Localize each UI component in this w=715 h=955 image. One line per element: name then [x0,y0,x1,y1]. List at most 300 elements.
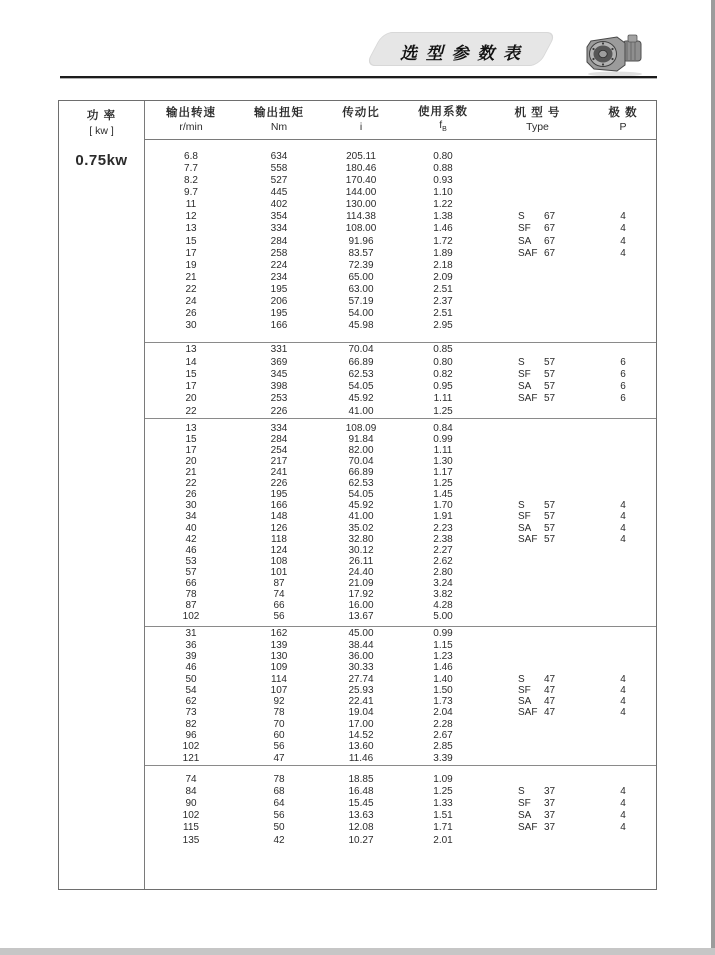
ratio-value: 17.92 [348,589,374,601]
data-block-5 [145,766,656,889]
speed-value: 17 [185,444,197,456]
table-row [145,259,656,271]
ratio-value: 24.40 [348,566,374,578]
ratio-value: 62.53 [348,478,374,490]
service-factor-value: 0.80 [433,150,453,162]
type-prefix: SA [518,235,532,247]
table-row [145,707,656,718]
torque-value: 124 [270,544,288,556]
service-factor-value: 2.85 [433,741,453,753]
torque-value: 226 [270,478,288,490]
type-prefix: SF [518,511,531,523]
ratio-value: 10.27 [348,834,374,846]
torque-value: 445 [270,187,288,199]
torque-value: 226 [270,405,288,417]
poles-value: 4 [620,533,626,545]
service-factor-value: 0.84 [433,422,453,434]
service-factor-value: 1.46 [433,662,453,674]
speed-value: 96 [185,730,197,742]
type-prefix: SAF [518,822,538,834]
service-factor-value: 2.04 [433,707,453,719]
table-row [145,199,656,211]
speed-value: 115 [183,822,199,834]
service-factor-value: 1.40 [433,673,453,685]
service-factor-value: 2.37 [433,295,453,307]
torque-value: 139 [270,639,288,651]
torque-value: 50 [273,822,285,834]
column-header-2 [321,106,401,134]
speed-value: 9.7 [184,187,198,199]
service-factor-value: 1.30 [433,455,453,467]
ratio-value: 16.00 [348,600,374,612]
ratio-value: 66.89 [348,356,374,368]
table-row [145,685,656,696]
torque-value: 284 [270,235,288,247]
speed-value: 66 [185,578,197,590]
torque-value: 78 [273,707,285,719]
table-row [145,719,656,730]
ratio-value: 66.89 [348,467,374,479]
service-factor-value: 0.93 [433,175,453,187]
ratio-value: 45.98 [348,320,374,332]
type-prefix: S [518,211,525,223]
speed-value: 17 [185,247,197,259]
table-row [145,578,656,589]
torque-value: 224 [270,259,288,271]
ratio-value: 41.00 [348,511,374,523]
poles-value: 6 [620,368,626,380]
table-row [145,456,656,467]
table-row [145,247,656,259]
column-header-unit: r/min [179,120,203,133]
table-row [145,434,656,445]
type-prefix: S [518,356,525,368]
speed-value: 74 [185,773,197,785]
data-block-4 [145,627,656,766]
service-factor-value: 1.45 [433,489,453,501]
speed-value: 14 [185,356,197,368]
table-row [145,423,656,434]
table-row [145,405,656,417]
ratio-value: 45.92 [348,500,374,512]
speed-value: 13 [185,223,197,235]
page-title: 选 型 参 数 表 [400,43,522,63]
type-prefix: S [518,673,525,685]
ratio-value: 54.05 [348,489,374,501]
table-row [145,785,656,797]
type-value: SAF 37 [518,822,556,834]
poles-value: 4 [620,707,626,719]
torque-value: 109 [270,662,288,674]
table-row [145,445,656,456]
ratio-value: 83.57 [348,247,374,259]
service-factor-value: 2.51 [433,308,453,320]
ratio-value: 36.00 [348,650,374,662]
type-value: SF 67 [518,223,556,235]
speed-value: 15 [185,368,197,380]
service-factor-value: 1.15 [433,639,453,651]
poles-value: 4 [620,235,626,247]
service-factor-value: 0.80 [433,356,453,368]
service-factor-value: 0.82 [433,368,453,380]
speed-value: 12 [185,211,197,223]
speed-value: 22 [185,283,197,295]
torque-value: 217 [270,455,288,467]
service-factor-value: 2.09 [433,271,453,283]
speed-value: 19 [185,259,197,271]
scan-edge-bottom [0,948,715,955]
column-header-0 [145,106,237,134]
ratio-value: 12.08 [348,822,374,834]
service-factor-value: 1.51 [433,810,453,822]
table-row [145,640,656,651]
table-row [145,511,656,522]
column-header-zh: 机 型 号 [514,107,561,120]
selection-parameter-table [58,100,657,890]
speed-value: 13 [185,344,197,356]
service-factor-value: 2.95 [433,320,453,332]
table-row [145,797,656,809]
poles-value: 6 [620,393,626,405]
torque-value: 398 [270,381,288,393]
table-body [145,140,656,889]
ratio-value: 72.39 [348,259,374,271]
table-row [145,662,656,673]
table-row [145,752,656,763]
service-factor-value: 1.25 [433,785,453,797]
ratio-value: 170.40 [345,175,377,187]
torque-value: 107 [270,684,288,696]
torque-value: 108 [270,555,288,567]
column-header-zh: 传动比 [342,107,380,120]
ratio-value: 32.80 [348,533,374,545]
table-row [145,187,656,199]
type-value: S 37 [518,785,556,797]
ratio-value: 26.11 [348,555,374,567]
speed-value: 82 [185,718,197,730]
service-factor-value: 3.39 [433,752,453,764]
service-factor-value: 2.38 [433,533,453,545]
poles-value: 4 [620,522,626,534]
service-factor-value: 0.85 [433,344,453,356]
speed-value: 78 [185,589,197,601]
speed-value: 24 [185,295,197,307]
speed-value: 26 [185,489,197,501]
torque-value: 148 [270,511,288,523]
ratio-value: 54.05 [348,381,374,393]
table-row [145,741,656,752]
service-factor-value: 4.28 [433,600,453,612]
speed-value: 46 [185,544,197,556]
torque-value: 66 [273,600,285,612]
torque-value: 234 [270,271,288,283]
ratio-value: 114.38 [346,211,376,223]
ratio-value: 35.02 [348,522,374,534]
torque-value: 56 [273,741,285,753]
torque-value: 126 [270,522,288,534]
torque-value: 354 [270,211,288,223]
poles-value: 6 [620,381,626,393]
table-row [145,308,656,320]
table-row [145,810,656,822]
power-column-header [59,101,144,142]
column-header-5 [590,106,656,134]
poles-value: 4 [620,797,626,809]
table-row [145,600,656,611]
speed-value: 102 [182,741,200,753]
ratio-value: 14.52 [348,730,374,742]
service-factor-value: 1.72 [433,235,453,247]
speed-value: 7.7 [184,162,198,174]
torque-value: 87 [273,578,285,590]
speed-value: 84 [185,785,197,797]
column-header-4 [485,106,590,134]
type-prefix: SF [518,797,531,809]
poles-value: 4 [620,247,626,259]
service-factor-value: 1.71 [433,822,453,834]
table-row [145,344,656,356]
type-prefix: SA [518,810,532,822]
table-row [145,235,656,247]
ratio-value: 27.74 [348,673,374,685]
torque-value: 195 [270,489,288,501]
service-factor-value: 1.50 [433,684,453,696]
type-prefix: SF [518,684,531,696]
speed-value: 46 [185,662,197,674]
table-row [145,534,656,545]
table-row [145,673,656,684]
service-factor-value: 1.10 [433,187,453,199]
ratio-value: 108.09 [345,422,377,434]
torque-value: 258 [270,247,288,259]
type-value: SF 37 [518,797,556,809]
service-factor-value: 1.11 [433,393,453,405]
ratio-value: 22.41 [348,696,374,708]
torque-value: 114 [271,673,287,685]
table-row [145,467,656,478]
table-row [145,523,656,534]
poles-value: 4 [620,511,626,523]
speed-value: 6.8 [184,150,198,162]
service-factor-value: 2.01 [433,834,453,846]
torque-value: 241 [270,467,288,479]
poles-value: 4 [620,696,626,708]
service-factor-value: 1.09 [433,773,453,785]
type-prefix: SF [518,223,531,235]
table-row [145,730,656,741]
torque-value: 369 [270,356,288,368]
column-header-zh: 输出扭矩 [254,107,304,120]
ratio-value: 63.00 [348,283,374,295]
torque-value: 60 [273,730,285,742]
type-prefix: S [518,500,525,512]
torque-value: 101 [270,566,288,578]
power-unit: [ kw ] [89,124,114,137]
column-header-unit: P [619,120,627,133]
ratio-value: 13.60 [348,741,374,753]
ratio-value: 17.00 [348,718,374,730]
torque-value: 56 [273,810,285,822]
type-prefix: SAF [518,247,538,259]
service-factor-value: 1.25 [433,405,453,417]
service-factor-value: 0.88 [433,162,453,174]
ratio-value: 41.00 [348,405,374,417]
poles-value: 4 [620,673,626,685]
speed-value: 8.2 [184,175,198,187]
torque-value: 206 [270,295,288,307]
speed-value: 11 [185,199,197,211]
table-row [145,651,656,662]
ratio-value: 205.11 [346,150,376,162]
torque-value: 334 [270,223,288,235]
ratio-value: 91.96 [348,235,374,247]
torque-value: 68 [273,785,285,797]
ratio-value: 45.00 [348,628,374,640]
type-value: SF 47 [518,684,556,696]
poles-value: 4 [620,684,626,696]
speed-value: 15 [185,235,197,247]
table-row [145,545,656,556]
column-header-unit: Type [526,120,549,133]
service-factor-value: 0.99 [433,628,453,640]
table-row [145,696,656,707]
type-value: S 57 [518,356,556,368]
speed-value: 30 [185,500,197,512]
column-header-3 [401,105,485,135]
type-prefix: SF [518,368,531,380]
speed-value: 15 [185,433,197,445]
speed-value: 87 [185,600,197,612]
column-header-zh: 输出转速 [166,107,216,120]
torque-value: 558 [270,162,288,174]
speed-value: 31 [185,628,197,640]
data-block-1 [145,140,656,343]
poles-value: 4 [620,822,626,834]
service-factor-value: 2.51 [433,283,453,295]
service-factor-value: 2.67 [433,730,453,742]
table-row [145,223,656,235]
ratio-value: 19.04 [348,707,374,719]
speed-value: 135 [182,834,200,846]
ratio-value: 82.00 [348,444,374,456]
speed-value: 53 [185,555,197,567]
torque-value: 162 [270,628,288,640]
type-value: SAF 67 [518,247,556,259]
ratio-value: 91.84 [348,433,374,445]
ratio-value: 25.93 [348,684,374,696]
service-factor-value: 0.99 [433,433,453,445]
table-row [145,500,656,511]
table-row [145,283,656,295]
column-header-zh: 极 数 [608,107,638,120]
table-row [145,478,656,489]
type-value: SAF 57 [518,533,556,545]
ratio-value: 65.00 [348,271,374,283]
torque-value: 634 [270,150,288,162]
power-value: 0.75kw [75,152,128,169]
header-rule [60,76,657,79]
torque-value: 345 [270,368,288,380]
service-factor-value: 3.24 [433,578,453,590]
table-row [145,589,656,600]
type-value: S 67 [518,211,556,223]
column-header-unit: $f_B$ [439,119,447,134]
data-column [145,101,656,889]
ratio-value: 57.19 [348,295,374,307]
ratio-value: 13.63 [348,810,374,822]
data-block-3 [145,419,656,627]
table-row [145,356,656,368]
type-prefix: SA [518,696,532,708]
speed-value: 40 [185,522,197,534]
ratio-value: 21.09 [348,578,374,590]
speed-value: 30 [185,320,197,332]
table-row [145,393,656,405]
torque-value: 402 [270,199,288,211]
type-value: SF 57 [518,511,556,523]
table-row [145,489,656,500]
speed-value: 102 [182,810,200,822]
column-header-zh: 使用系数 [418,105,468,118]
speed-value: 121 [182,752,200,764]
speed-value: 39 [185,650,197,662]
table-row [145,295,656,307]
ratio-value: 11.46 [348,752,374,764]
table-row [145,271,656,283]
ratio-value: 45.92 [348,393,374,405]
speed-value: 26 [185,308,197,320]
torque-value: 118 [271,533,287,545]
scan-edge-right [711,0,715,955]
table-row [145,773,656,785]
torque-value: 166 [270,320,288,332]
ratio-value: 16.48 [348,785,374,797]
torque-value: 92 [273,696,285,708]
torque-value: 331 [270,344,288,356]
poles-value: 4 [620,223,626,235]
type-value: SAF 47 [518,707,556,719]
ratio-value: 18.85 [348,773,374,785]
speed-value: 42 [185,533,197,545]
speed-value: 90 [185,797,197,809]
power-label: 功 率 [86,109,117,122]
service-factor-value: 1.73 [433,696,453,708]
ratio-value: 130.00 [345,199,377,211]
service-factor-value: 1.33 [433,797,453,809]
type-value: SF 57 [518,368,556,380]
torque-value: 195 [270,283,288,295]
table-row [145,556,656,567]
table-row [145,320,656,332]
torque-value: 166 [270,500,288,512]
ratio-value: 30.12 [348,544,374,556]
speed-value: 57 [185,566,197,578]
service-factor-value: 0.95 [433,381,453,393]
service-factor-value: 1.25 [433,478,453,490]
type-value: S 47 [518,673,556,685]
ratio-value: 70.04 [348,344,374,356]
column-header-unit: Nm [270,120,288,133]
column-header-1 [237,106,321,134]
service-factor-value: 1.17 [433,467,453,479]
type-value: SA 47 [518,696,556,708]
type-value: SA 37 [518,810,556,822]
gearmotor-image [583,28,649,78]
service-factor-value: 1.70 [433,500,453,512]
speed-value: 17 [185,381,197,393]
torque-value: 130 [270,650,288,662]
type-prefix: SAF [518,707,538,719]
